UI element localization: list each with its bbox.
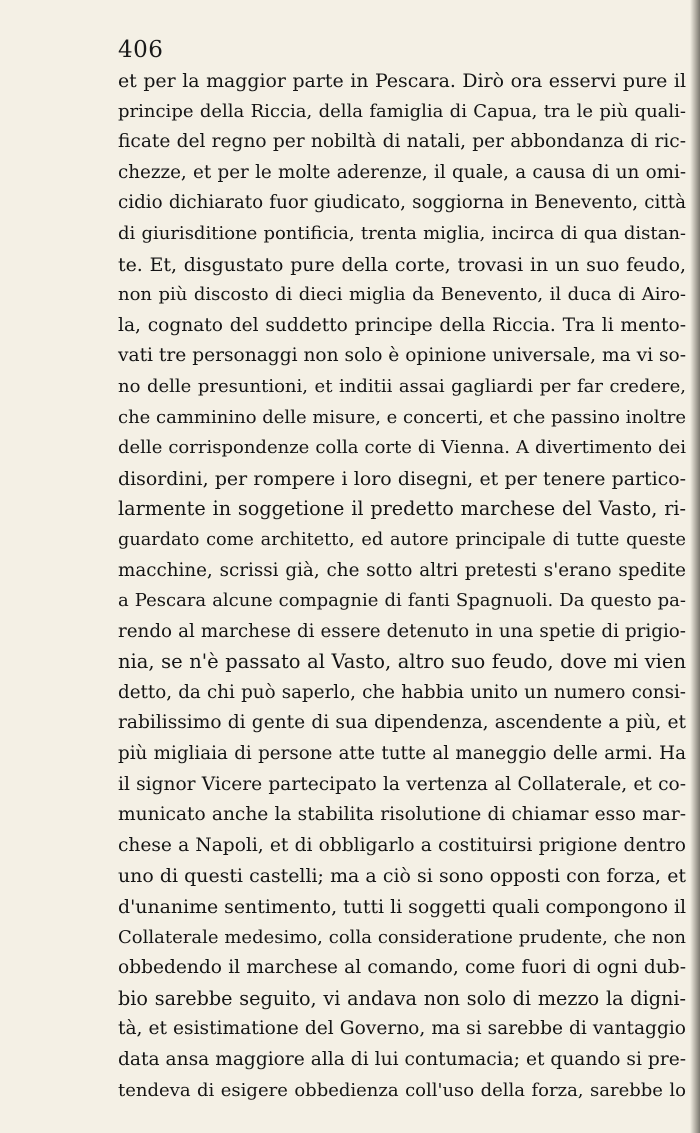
text-line: il signor Vicere partecipato la vertenza al Collaterale, et co- — [118, 773, 686, 795]
text-line: delle corrispondenze colla corte di Vienna. A divertimento dei — [118, 437, 686, 459]
text-line: no delle presuntioni, et inditii assai gagliardi per far credere, — [118, 375, 686, 397]
text-line: di giurisditione pontificia, trenta miglia, incirca di qua distan- — [118, 222, 686, 244]
text-line: obbedendo il marchese al comando, come fuori di ogni dub- — [118, 957, 686, 979]
text-line: bio sarebbe seguito, vi andava non solo di mezzo la digni- — [118, 986, 686, 1010]
text-line: uno di questi castelli; ma a ciò si sono opposti con forza, et — [118, 865, 686, 888]
text-line: rendo al marchese di essere detenuto in una spetie di prigio- — [118, 620, 686, 642]
text-line: disordini, per rompere i loro disegni, et per tenere partico- — [118, 467, 686, 490]
text-line: te. Et, disgustato pure della corte, trovasi in un suo feudo, — [118, 253, 686, 276]
text-line: detto, da chi può saperlo, che habbia unito un numero consi- — [118, 681, 686, 703]
text-line: data ansa maggiore alla di lui contumacia; et quando si pre- — [118, 1049, 686, 1070]
text-line: et per la maggior parte in Pescara. Dirò ora esservi pure il — [118, 70, 686, 92]
text-line: municato anche la stabilita risolutione di chiamar esso mar- — [118, 804, 686, 826]
text-line: che camminino delle misure, e concerti, et che passino inoltre — [118, 406, 687, 428]
text-line: cidio dichiarato fuor giudicato, soggiorna in Benevento, città — [118, 192, 686, 214]
text-line: nia, se n'è passato al Vasto, altro suo feudo, dove mi vien — [118, 650, 686, 674]
body-text — [118, 66, 686, 1106]
text-line: non più discosto di dieci miglia da Benevento, il duca di Airo- — [118, 284, 686, 306]
text-line: rabilissimo di gente di sua dipendenza, ascendente a più, et — [118, 712, 686, 734]
text-line: ficate del regno per nobiltà di natali, per abbondanza di ric- — [118, 131, 686, 153]
page-edge-shadow — [690, 0, 700, 1133]
page-number: 406 — [118, 37, 164, 63]
text-line: larmente in soggetione il predetto marchese del Vasto, ri- — [118, 497, 686, 521]
text-line: macchine, scrissi già, che sotto altri pretesti s'erano spedite — [118, 559, 686, 581]
text-line: Collaterale medesimo, colla consideratione prudente, che non — [118, 926, 686, 948]
text-line: d'unanime sentimento, tutti li soggetti quali compongono il — [118, 896, 687, 919]
text-line: a Pescara alcune compagnie di fanti Spagnuoli. Da questo pa- — [118, 590, 686, 612]
text-line: principe della Riccia, della famiglia di Capua, tra le più quali- — [118, 100, 686, 122]
text-line: più migliaia di persone atte tutte al maneggio delle armi. Ha — [118, 743, 686, 765]
text-line: guardato come architetto, ed autore principale di tutte queste — [118, 529, 686, 550]
text-line: tendeva di esigere obbedienza coll'uso della forza, sarebbe lo — [118, 1079, 686, 1101]
text-line: la, cognato del suddetto principe della Riccia. Tra li mento- — [118, 314, 686, 336]
text-line: chese a Napoli, et di obbligarlo a costituirsi prigione dentro — [118, 834, 686, 856]
text-line: chezze, et per le molte aderenze, il quale, a causa di un omi- — [118, 161, 686, 183]
text-line: vati tre personaggi non solo è opinione universale, ma vi so- — [118, 345, 686, 367]
text-line: tà, et esistimatione del Governo, ma si sarebbe di vantaggio — [118, 1018, 686, 1040]
